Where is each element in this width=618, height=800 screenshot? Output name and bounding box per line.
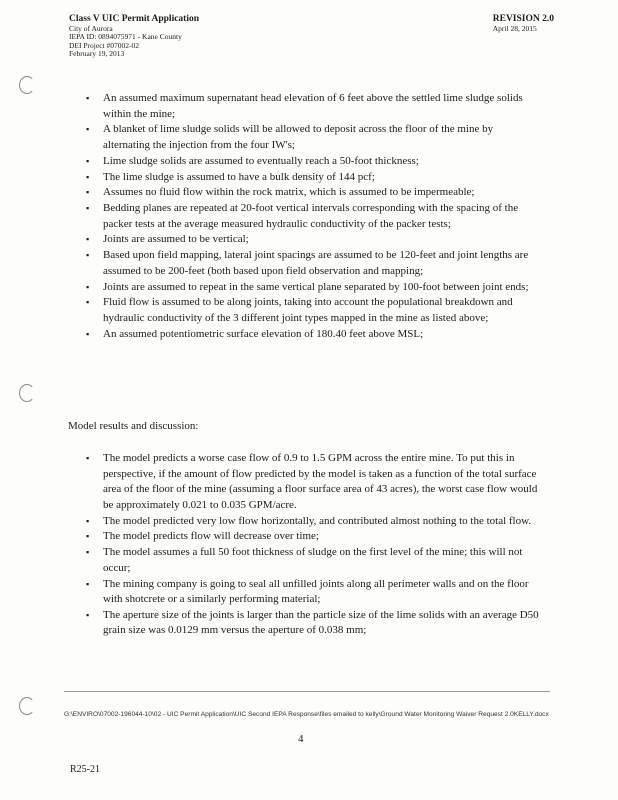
list-item: ▪ Joints are assumed to repeat in the same vertical plane separated by 100-foot between joint ends; — [86, 280, 542, 296]
list-item: ▪ The model predicted very low flow horizontally, and contributed almost nothing to the total flow. — [86, 514, 542, 530]
assumptions-list — [86, 91, 542, 343]
list-item: ▪ Lime sludge solids are assumed to eventually reach a 50-foot thickness; — [86, 154, 542, 170]
header-city: City of Aurora — [69, 24, 113, 33]
header-date: February 19, 2013 — [69, 49, 125, 59]
binder-hole-icon — [19, 697, 35, 715]
list-item: ▪ The model assumes a full 50 foot thickness of sludge on the first level of the mine; this will not occur; — [86, 545, 542, 576]
section-heading: Model results and discussion: — [68, 420, 199, 432]
header-revision-date: April 28, 2015 — [492, 24, 537, 33]
list-item: ▪ The aperture size of the joints is larger than the particle size of the lime solids with an average D50 grain size was 0.0129 mm versus the aperture of 0.038 mm; — [86, 608, 542, 639]
header-title: Class V UIC Permit Application — [69, 14, 200, 24]
page-number: 4 — [298, 733, 304, 745]
footer-divider — [64, 691, 550, 692]
header-left — [69, 14, 199, 59]
header-iepa-id: IEPA ID: 0894075971 - Kane County — [69, 32, 182, 42]
header-right — [493, 14, 554, 33]
list-item: ▪ Fluid flow is assumed to be along joints, taking into account the populational breakdown and hydraulic conductivity of the 3 different joint types mapped in the mine as listed above; — [86, 295, 542, 326]
list-item: ▪ Assumes no fluid flow within the rock matrix, which is assumed to be impermeable; — [86, 185, 542, 201]
results-list — [86, 451, 542, 639]
list-item: ▪ The mining company is going to seal all unfilled joints along all perimeter walls and on the floor with shotcrete or a similarly performing material; — [86, 577, 542, 608]
header-revision: REVISION 2.0 — [492, 14, 554, 24]
list-item: ▪ Bedding planes are repeated at 20-foot vertical intervals corresponding with the spacing of the packer tests at the average measured hydraulic conductivity of the packer tests; — [86, 201, 542, 232]
binder-hole-icon — [19, 76, 35, 94]
footer-file-path: G:\ENVIRO\07002-196044-10\02 - UIC Permit Application\UIC Second IEPA Response\files emailed to kelly\Ground Water Monitoring Waiver Request 2.0KELLY.docx — [64, 711, 549, 718]
header-dei-project: DEI Project #07002-02 — [69, 40, 139, 50]
list-item: ▪ Joints are assumed to be vertical; — [86, 232, 542, 248]
list-item: ▪ An assumed maximum supernatant head elevation of 6 feet above the settled lime sludge solids within the mine; — [86, 91, 542, 122]
list-item: ▪ The model predicts flow will decrease over time; — [86, 529, 542, 545]
list-item: ▪ A blanket of lime sludge solids will be allowed to deposit across the floor of the mine by alternating the injection from the four IW's; — [86, 122, 542, 153]
document-id: R25-21 — [70, 764, 100, 775]
binder-hole-icon — [19, 384, 35, 402]
list-item: ▪ The model predicts a worse case flow of 0.9 to 1.5 GPM across the entire mine. To put this in perspective, if the amount of flow predicted by the model is taken as a function of the total surface area of the floor of the mine (assuming a floor surface area of 43 acres), the worst case flow would be approximately 0.021 to 0.035 GPM/acre. — [86, 451, 542, 513]
list-item: ▪ An assumed potentiometric surface elevation of 180.40 feet above MSL; — [86, 327, 542, 343]
list-item: ▪ The lime sludge is assumed to have a bulk density of 144 pcf; — [86, 170, 542, 186]
list-item: ▪ Based upon field mapping, lateral joint spacings are assumed to be 120-feet and joint lengths are assumed to be 200-feet (both based upon field observation and mapping; — [86, 248, 542, 279]
